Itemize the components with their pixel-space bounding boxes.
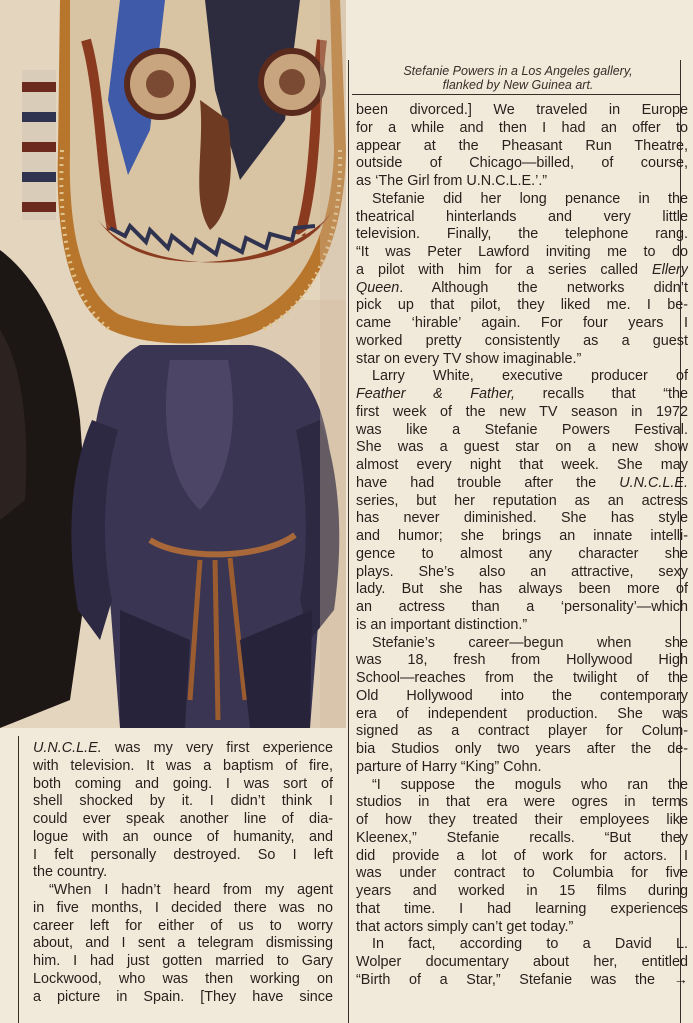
- caption-line: Stefanie Powers in a Los Angeles gallery,: [403, 64, 633, 78]
- text-line: [356, 439, 688, 457]
- line-text: both coming and going. I was sort of: [33, 775, 333, 792]
- line-text: have had trouble after the: [356, 474, 597, 491]
- text-line: [356, 652, 688, 670]
- text-line: [33, 935, 333, 953]
- text-line: [33, 900, 333, 918]
- line-text: theatrical hinterlands and very little: [356, 208, 688, 225]
- line-text: logue with an ounce of humanity, and: [33, 828, 333, 845]
- line-text: plays. She’s also an attractive, sexy: [356, 563, 688, 580]
- italic-title: Ellery: [652, 261, 688, 278]
- text-line: [356, 475, 688, 493]
- line-text: shell shocked by it. I didn’t think I: [33, 793, 333, 810]
- italic-title: Queen: [356, 279, 400, 296]
- text-line: [33, 811, 333, 829]
- line-text: worked pretty consistently as a guest: [356, 332, 688, 349]
- line-text: Larry White, executive producer of: [372, 368, 688, 385]
- text-line: [33, 776, 333, 794]
- text-line: [33, 758, 333, 776]
- text-line: [356, 777, 688, 795]
- text-line: [356, 741, 688, 759]
- line-text: was like a Stefanie Powers Festival.: [356, 421, 688, 438]
- line-text: Kleenex,” Stefanie recalls. “But they: [356, 829, 688, 846]
- text-line: [356, 315, 688, 333]
- column-rule-left: [348, 60, 349, 1023]
- text-line: [356, 510, 688, 528]
- line-text: did provide a lot of work for actors. I: [356, 847, 688, 864]
- line-text: In fact, according to a David L.: [372, 936, 688, 953]
- text-line: [356, 865, 688, 883]
- text-line: [356, 457, 688, 475]
- line-text: gence to almost any character she: [356, 545, 688, 562]
- line-text: could ever speak another line of dia-: [33, 811, 333, 827]
- line-text: bia Studios only two years after the de-: [356, 741, 688, 757]
- line-text: that time. I had learning experiences: [356, 900, 688, 917]
- line-text: about, and I sent a telegram dismissing: [33, 935, 333, 952]
- line-text: television. Finally, the telephone rang.: [356, 226, 688, 243]
- line-text: She was a guest star on a new show: [356, 439, 688, 456]
- text-line: [33, 740, 333, 758]
- line-text: been divorced.] We traveled in Europe: [356, 102, 688, 118]
- text-line: [356, 635, 688, 653]
- line-text: years and worked in 15 films during: [356, 883, 688, 899]
- line-text: for a while and then I had an offer to: [356, 119, 688, 136]
- line-text: came ‘hirable’ again. For four years I: [356, 315, 688, 331]
- text-line: [356, 723, 688, 741]
- text-line: [356, 244, 688, 262]
- text-line: [33, 989, 333, 1007]
- text-line: [356, 830, 688, 848]
- line-text: “I suppose the moguls who ran the: [372, 776, 688, 793]
- line-text: was under contract to Columbia for five: [356, 865, 688, 882]
- gallery-photo: [0, 0, 346, 728]
- line-text: era of independent production. She was: [356, 705, 688, 722]
- text-line: [356, 422, 688, 440]
- line-text: Lockwood, who was then working on: [33, 970, 333, 987]
- text-line: [356, 404, 688, 422]
- text-line: [356, 102, 688, 120]
- line-text: Stefanie did her long penance in the: [372, 190, 688, 207]
- italic-title: Feather & Father,: [356, 386, 516, 402]
- photo-caption: [362, 64, 674, 92]
- text-line: [356, 581, 688, 599]
- line-text: with television. It was a baptism of fire,: [33, 757, 333, 774]
- text-line: [356, 528, 688, 546]
- line-text: . Although the networks didn’t: [399, 279, 688, 296]
- line-text: him. I had just gotten married to Gary: [33, 953, 333, 969]
- line-text: has never diminished. She has style: [356, 510, 688, 527]
- column-rule-bottom-left: [18, 736, 19, 1023]
- text-line: [356, 351, 688, 369]
- italic-title: U.N.C.L.E.: [619, 474, 688, 491]
- line-text: pick up that pilot, they liked me. I be-: [356, 297, 688, 314]
- text-line: [356, 173, 688, 191]
- text-line: [33, 918, 333, 936]
- text-line: [356, 901, 688, 919]
- line-text: “Birth of a Star,” Stefanie was the →: [356, 971, 688, 988]
- line-text: almost every night that week. She may: [356, 457, 688, 473]
- text-line: [356, 280, 688, 298]
- line-text: is an important distinction.”: [356, 616, 528, 633]
- line-text: appear at the Pheasant Run Theatre,: [356, 137, 688, 154]
- line-text: signed as a contract player for Colum-: [356, 723, 688, 740]
- text-line: [33, 847, 333, 865]
- line-text: parture of Harry “King” Cohn.: [356, 758, 542, 775]
- text-line: [33, 793, 333, 811]
- line-text: a pilot with him for a series called: [356, 261, 639, 278]
- text-line: [356, 564, 688, 582]
- line-text: in five months, I decided there was no: [33, 899, 333, 916]
- line-text: studios in that era were ogres in terms: [356, 794, 688, 811]
- line-text: lady. But she has always been more of: [356, 581, 688, 598]
- text-line: [356, 812, 688, 830]
- text-line: [356, 297, 688, 315]
- line-text: “It was Peter Lawford inviting me to do: [356, 244, 688, 260]
- line-text: Stefanie’s career—begun when she: [372, 634, 688, 651]
- text-line: [33, 864, 333, 882]
- text-line: [356, 883, 688, 901]
- text-line: [33, 882, 333, 900]
- text-line: [356, 848, 688, 866]
- text-line: [356, 599, 688, 617]
- text-line: [356, 972, 688, 990]
- text-line: [356, 794, 688, 812]
- line-text: series, but her reputation as an actress: [356, 492, 688, 509]
- text-line: [356, 191, 688, 209]
- line-text: star on every TV show imaginable.”: [356, 350, 582, 367]
- line-text: Wolper documentary about her, entitled: [356, 954, 688, 970]
- line-text: a picture in Spain. [They have since: [33, 988, 333, 1005]
- text-line: [356, 546, 688, 564]
- text-line: [356, 954, 688, 972]
- text-line: [356, 368, 688, 386]
- text-line: [33, 971, 333, 989]
- line-text: that actors simply can’t get today.”: [356, 918, 574, 935]
- text-line: [33, 829, 333, 847]
- text-line: [356, 919, 688, 937]
- line-text: was 18, fresh from Hollywood High: [356, 652, 688, 669]
- italic-title: U.N.C.L.E.: [33, 740, 102, 756]
- line-text: was my very first experience: [101, 740, 333, 756]
- line-text: outside of Chicago—billed, of course,: [356, 155, 688, 172]
- article-column-right: [356, 102, 688, 990]
- text-line: [356, 138, 688, 156]
- line-text: of how they treated their employees like: [356, 812, 688, 828]
- text-line: [356, 688, 688, 706]
- line-text: and humor; she brings an innate intelli-: [356, 528, 688, 544]
- line-text: recalls that “the: [515, 386, 688, 402]
- text-line: [356, 386, 688, 404]
- line-text: “When I hadn’t heard from my agent: [49, 882, 333, 898]
- text-line: [356, 226, 688, 244]
- caption-line: flanked by New Guinea art.: [442, 78, 594, 92]
- text-line: [33, 953, 333, 971]
- text-line: [356, 333, 688, 351]
- line-text: Old Hollywood into the contemporary: [356, 687, 688, 704]
- article-column-left: [33, 740, 333, 1006]
- text-line: [356, 493, 688, 511]
- line-text: School—reaches from the twilight of the: [356, 670, 688, 686]
- line-text: career left for either of us to worry: [33, 917, 333, 934]
- text-line: [356, 759, 688, 777]
- text-line: [356, 936, 688, 954]
- text-line: [356, 155, 688, 173]
- text-line: [356, 262, 688, 280]
- line-text: as ‘The Girl from U.N.C.L.E.’.”: [356, 173, 548, 189]
- text-line: [356, 706, 688, 724]
- line-text: an actress than a ‘personality’—which: [356, 599, 688, 615]
- text-line: [356, 209, 688, 227]
- text-line: [356, 617, 688, 635]
- caption-rule: [352, 94, 680, 95]
- text-line: [356, 120, 688, 138]
- new-guinea-figure-image: [0, 0, 346, 728]
- line-text: the country.: [33, 864, 108, 881]
- line-text: first week of the new TV season in 1972: [356, 403, 688, 420]
- line-text: I felt personally destroyed. So I left: [33, 846, 333, 863]
- text-line: [356, 670, 688, 688]
